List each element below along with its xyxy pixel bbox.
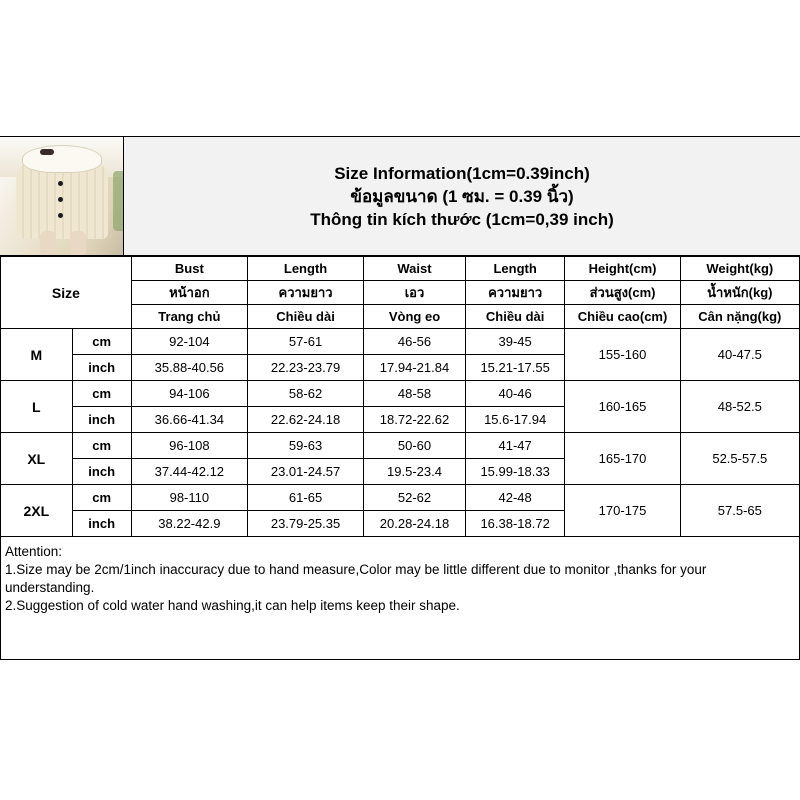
measurement-cell: 18.72-22.62 [364, 407, 466, 433]
title-vietnamese: Thông tin kích thước (1cm=0,39 inch) [310, 209, 614, 229]
header-row-en [1, 257, 800, 281]
unit-label: cm [72, 381, 131, 407]
table-row [1, 329, 800, 355]
chart-header [0, 136, 800, 256]
column-header-th: ความยาว [247, 281, 363, 305]
measurement-cell: 36.66-41.34 [131, 407, 247, 433]
measurement-cell: 61-65 [247, 485, 363, 511]
measurement-cell: 35.88-40.56 [131, 355, 247, 381]
measurement-cell: 41-47 [465, 433, 565, 459]
product-photo [0, 137, 124, 255]
column-header-en: Height(cm) [565, 257, 680, 281]
measurement-cell: 42-48 [465, 485, 565, 511]
column-header-th: หน้าอก [131, 281, 247, 305]
column-header-en: Length [247, 257, 363, 281]
column-header-en: Weight(kg) [680, 257, 799, 281]
weight-cell: 52.5-57.5 [680, 433, 799, 485]
measurement-cell: 15.99-18.33 [465, 459, 565, 485]
attention-heading: Attention: [5, 544, 63, 559]
measurement-cell: 23.01-24.57 [247, 459, 363, 485]
unit-label: cm [72, 329, 131, 355]
measurement-cell: 48-58 [364, 381, 466, 407]
measurement-cell: 57-61 [247, 329, 363, 355]
measurement-cell: 22.23-23.79 [247, 355, 363, 381]
attention-note-2: 2.Suggestion of cold water hand washing,it can help items keep their shape. [5, 598, 460, 613]
size-header: Size [1, 257, 132, 329]
measurement-cell: 94-106 [131, 381, 247, 407]
unit-label: inch [72, 407, 131, 433]
attention-notes [0, 537, 800, 660]
height-cell: 160-165 [565, 381, 680, 433]
title-thai: ข้อมูลขนาด (1 ซม. = 0.39 นิ้ว) [350, 186, 574, 206]
measurement-cell: 98-110 [131, 485, 247, 511]
measurement-cell: 16.38-18.72 [465, 511, 565, 537]
unit-label: inch [72, 459, 131, 485]
weight-cell: 48-52.5 [680, 381, 799, 433]
measurement-cell: 52-62 [364, 485, 466, 511]
measurement-cell: 17.94-21.84 [364, 355, 466, 381]
measurement-cell: 37.44-42.12 [131, 459, 247, 485]
measurement-cell: 39-45 [465, 329, 565, 355]
column-header-vi: Vòng eo [364, 305, 466, 329]
weight-cell: 57.5-65 [680, 485, 799, 537]
height-cell: 165-170 [565, 433, 680, 485]
size-label: M [1, 329, 73, 381]
measurement-cell: 19.5-23.4 [364, 459, 466, 485]
unit-label: cm [72, 433, 131, 459]
column-header-th: น้ำหนัก(kg) [680, 281, 799, 305]
measurement-cell: 20.28-24.18 [364, 511, 466, 537]
height-cell: 170-175 [565, 485, 680, 537]
column-header-en: Waist [364, 257, 466, 281]
size-chart [0, 136, 800, 660]
measurement-cell: 15.21-17.55 [465, 355, 565, 381]
weight-cell: 40-47.5 [680, 329, 799, 381]
size-table [0, 256, 800, 537]
height-cell: 155-160 [565, 329, 680, 381]
column-header-th: ความยาว [465, 281, 565, 305]
table-row [1, 485, 800, 511]
column-header-en: Bust [131, 257, 247, 281]
column-header-vi: Cân nặng(kg) [680, 305, 799, 329]
size-label: L [1, 381, 73, 433]
column-header-th: ส่วนสูง(cm) [565, 281, 680, 305]
column-header-vi: Chiều dài [465, 305, 565, 329]
title-english: Size Information(1cm=0.39inch) [334, 163, 590, 183]
measurement-cell: 22.62-24.18 [247, 407, 363, 433]
table-row [1, 381, 800, 407]
attention-note-1: 1.Size may be 2cm/1inch inaccuracy due to hand measure,Color may be little different due to monitor ,thanks for your understanding. [5, 562, 707, 595]
unit-label: cm [72, 485, 131, 511]
column-header-vi: Chiều cao(cm) [565, 305, 680, 329]
column-header-vi: Chiều dài [247, 305, 363, 329]
measurement-cell: 92-104 [131, 329, 247, 355]
unit-label: inch [72, 511, 131, 537]
column-header-en: Length [465, 257, 565, 281]
measurement-cell: 46-56 [364, 329, 466, 355]
measurement-cell: 58-62 [247, 381, 363, 407]
measurement-cell: 59-63 [247, 433, 363, 459]
measurement-cell: 96-108 [131, 433, 247, 459]
title-box [124, 137, 800, 255]
column-header-vi: Trang chủ [131, 305, 247, 329]
measurement-cell: 23.79-25.35 [247, 511, 363, 537]
measurement-cell: 15.6-17.94 [465, 407, 565, 433]
unit-label: inch [72, 355, 131, 381]
measurement-cell: 50-60 [364, 433, 466, 459]
table-row [1, 433, 800, 459]
size-label: XL [1, 433, 73, 485]
measurement-cell: 38.22-42.9 [131, 511, 247, 537]
size-label: 2XL [1, 485, 73, 537]
measurement-cell: 40-46 [465, 381, 565, 407]
column-header-th: เอว [364, 281, 466, 305]
